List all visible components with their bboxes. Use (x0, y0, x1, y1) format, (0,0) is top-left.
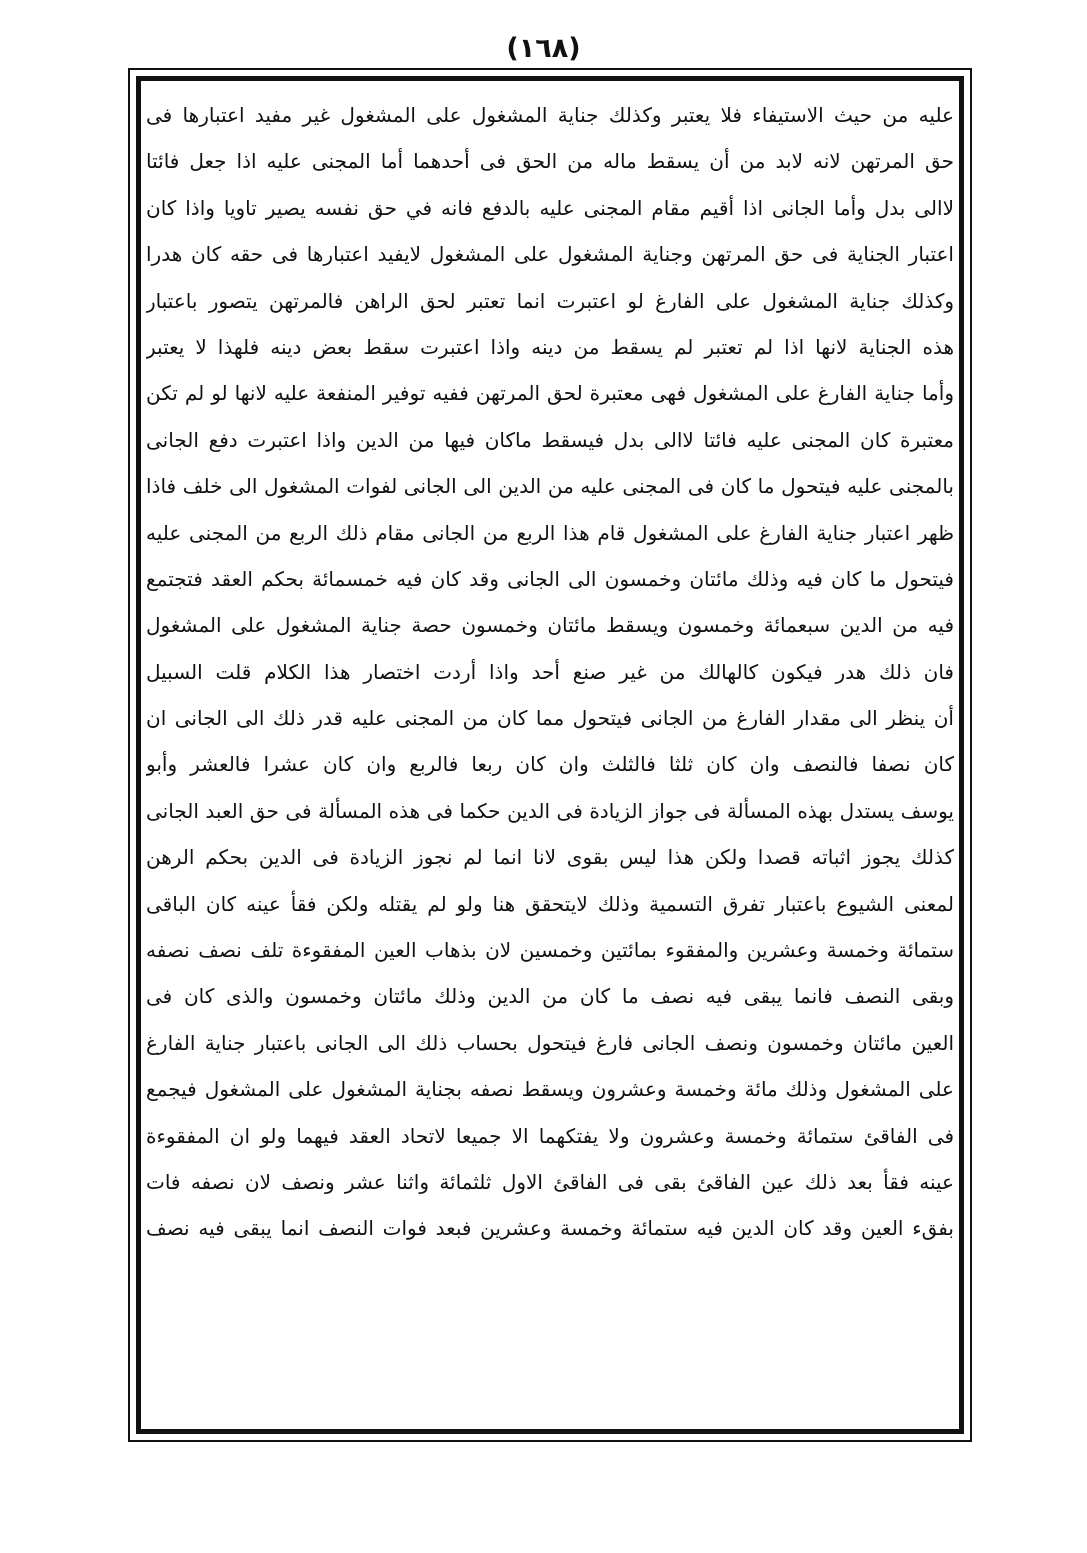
text-line: اعتبار الجناية فى حق المرتهن وجناية المشغول على المشغول لايفيد اعتبارها فى حقه كان هدرا (146, 242, 954, 267)
text-line: حق المرتهن لانه لابد من أن يسقط ماله من الحق فى أحدهما أما المجنى عليه اذا جعل فائتا (146, 149, 954, 174)
text-line: عليه من حيث الاستيفاء فلا يعتبر وكذلك جناية المشغول على المشغول غير مفيد اعتبارها فى (146, 103, 954, 127)
text-line: فان ذلك هدر فيكون كالهالك من غير صنع أحد واذا أردت اختصار هذا الكلام قلت السبيل (146, 659, 954, 684)
text-line: بفقء العين وقد كان الدين فيه ستمائة وخمسة وعشرين فبعد فوات النصف انما يبقى فيه نصف (146, 1216, 954, 1241)
text-line: وبقى النصف فانما يبقى فيه نصف ما كان من الدين وذلك مائتان وخمسون والذى كان فى (146, 984, 954, 1009)
text-line: لاالى بدل وأما الجانى اذا أقيم مقام المجنى عليه بالدفع فانه في حق نفسه يصير تاويا واذا كان (146, 195, 954, 220)
text-line: كذلك يجوز اثباته قصدا ولكن هذا ليس بقوى لانا انما لم نجوز الزيادة فى الدين بحكم الرهن (146, 845, 954, 870)
text-line: هذه الجناية لانها اذا لم تعتبر لم يسقط من دينه واذا اعتبرت سقط بعض دينه فلهذا لا يعتبر (146, 334, 954, 359)
text-line: فيتحول ما كان فيه وذلك مائتان وخمسون الى الجانى وقد كان فيه خمسمائة بحكم العقد فتجتمع (146, 566, 954, 591)
text-line: فى الفاقئ ستمائة وخمسة وعشرون ولا يفتكهما الا جميعا لاتحاد العقد فيهما ولو ان المفقوءة (146, 1123, 954, 1148)
text-line: عينه فقأ بعد ذلك عين الفاقئ بقى فى الفاقئ الاول ثلثمائة واثنا عشر ونصف لان نصفه فات (146, 1169, 954, 1194)
text-line: لمعنى الشيوع باعتبار تفرق التسمية وذلك لايتحقق هنا ولو لم يقتله ولكن فقأ عينه كان الباقى (146, 891, 954, 916)
text-line: ستمائة وخمسة وعشرين والمفقوء بمائتين وخمسين لان بذهاب العين المفقوءة تلف نصف نصفه (146, 938, 954, 963)
text-line: معتبرة كان المجنى عليه فائتا لاالى بدل فيسقط ماكان فيها من الدين واذا اعتبرت دفع الجانى (146, 427, 954, 452)
text-line: ظهر اعتبار جناية الفارغ على المشغول قام هذا الربع من الجانى مقام ذلك الربع من المجنى عليه (146, 520, 954, 545)
text-line: وأما جناية الفارغ على المشغول فهى معتبرة لحق المرتهن ففيه توفير المنفعة عليه لانها لو لم تكن (146, 381, 954, 406)
text-line: أن ينظر الى مقدار الفارغ من الجانى فيتحول مما كان من المجنى عليه قدر ذلك الى الجانى ان (146, 706, 954, 731)
text-line: كان نصفا فالنصف وان كان ثلثا فالثلث وان كان ربعا فالربع وان كان عشرا فالعشر وأبو (146, 752, 954, 777)
text-line: العين مائتان وخمسون ونصف الجانى فارغ فيتحول بحساب ذلك الى الجانى باعتبار جناية الفارغ (146, 1030, 954, 1055)
page-number: (١٦٨) (506, 33, 581, 64)
document-body (146, 92, 954, 1252)
text-line: فيه من الدين سبعمائة وخمسون ويسقط مائتان وخمسون حصة جناية المشغول على المشغول (146, 613, 954, 638)
text-line: يوسف يستدل بهذه المسألة فى جواز الزيادة فى الدين حكما فى هذه المسألة فى حق العبد الجانى (146, 798, 954, 823)
text-line: على المشغول وذلك مائة وخمسة وعشرون ويسقط نصفه بجناية المشغول على المشغول فيجمع (146, 1077, 954, 1102)
text-line: بالمجنى عليه فيتحول ما كان فى المجنى عليه من الدين الى الجانى لفوات المشغول الى خلف فاذا (146, 474, 954, 499)
text-line: وكذلك جناية المشغول على الفارغ لو اعتبرت انما تعتبر لحق الراهن فالمرتهن يتصور باعتبار (146, 288, 954, 313)
